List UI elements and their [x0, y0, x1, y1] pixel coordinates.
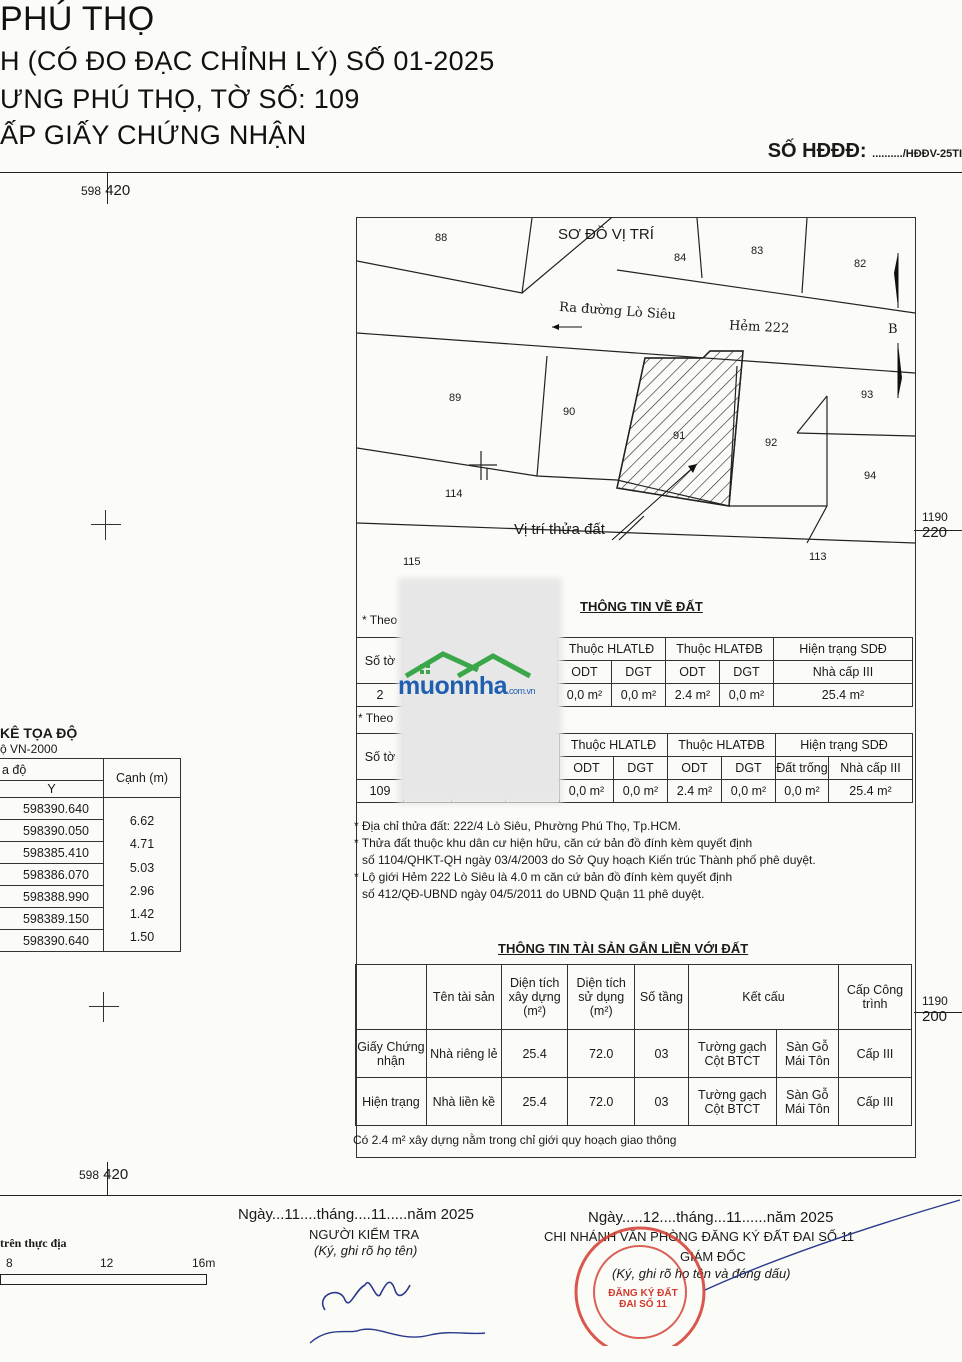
grid-cross-mark [91, 510, 121, 540]
edge-length: 5.03 [129, 860, 155, 875]
coords-title: KÊ TỌA ĐỘ [0, 725, 78, 741]
col-hlatdb: Thuộc HLATĐB [666, 638, 774, 661]
col-dgt: DGT [612, 661, 666, 684]
map-svg [357, 218, 915, 588]
office-name: CHI NHÁNH VĂN PHÒNG ĐĂNG KÝ ĐẤT ĐAI SỐ 11 [544, 1229, 855, 1244]
table-row: 598390.640 [0, 930, 181, 952]
edge-length: 1.42 [129, 907, 155, 922]
note-line: số 412/QĐ-UBND ngày 04/5/2011 do UBND Quận 11 phê duyệt. [362, 887, 705, 901]
col-use-area: Diện tích sử dụng (m²) [568, 965, 635, 1030]
col-asset-name: Tên tài sản [426, 965, 501, 1030]
col-grade: Cấp Công trình [839, 965, 912, 1030]
col-so-to: Số tờ [357, 638, 404, 684]
hddd-value: ........../HĐĐV-25TI [872, 148, 962, 160]
table-row: Hiện trạng Nhà liền kề 25.4 72.0 03 Tường gạch Cột BTCT Sàn Gỗ Mái Tôn Cấp III [356, 1078, 912, 1126]
checker-signature [300, 1255, 500, 1346]
target-parcel-91 [617, 351, 743, 506]
official-seal [570, 1222, 710, 1362]
parcel-number: 83 [751, 245, 764, 257]
seal-icon [570, 1222, 710, 1346]
table-row: 598388.990 [0, 886, 181, 908]
col-edge: Cạnh (m) [104, 759, 181, 798]
director-title: GIÁM ĐỐC [680, 1249, 746, 1264]
grid-cross-mark [89, 992, 119, 1022]
note-line: * Lộ giới Hẻm 222 Lò Siêu là 4.0 m căn cứ bản đồ đính kèm quyết định [354, 870, 733, 884]
parcel-number: 89 [449, 392, 462, 404]
map-title: SƠ ĐỒ VỊ TRÍ [558, 226, 654, 243]
col-build-area: Diện tích xây dựng (m²) [501, 965, 568, 1030]
grid-label-bottom: 598 420 [79, 1166, 129, 1183]
table-row: 598385.410 [0, 842, 181, 864]
table-row: 2 0,0 m² 0,0 m² 2.4 m² 0,0 m² 25.4 m² [357, 684, 913, 707]
assets-note: Có 2.4 m² xây dựng nằm trong chỉ giới quy hoạch giao thông [353, 1133, 677, 1147]
parcel-number: 90 [563, 406, 576, 418]
note-line: * Địa chỉ thửa đất: 222/4 Lò Siêu, Phường Phú Thọ, Tp.HCM. [354, 819, 682, 833]
scale-tick: 16m [192, 1256, 216, 1270]
grid-label-right-bottom: 1190 200 [922, 994, 948, 1025]
table-row: 109 0,0 m² 0,0 m² 2.4 m² 0,0 m² 0,0 m² 25.4 m² [357, 780, 913, 803]
checker-sub: (Ký, ghi rõ họ tên) [314, 1243, 418, 1258]
parcel-number: 114 [445, 488, 463, 500]
col-so-to: Số tờ [357, 734, 404, 780]
edge-length: 6.62 [129, 814, 155, 828]
edge-length: 2.96 [129, 883, 155, 898]
theo-label-2: * Theo [358, 711, 394, 725]
col-y: Y [0, 781, 104, 798]
edge-length: 1.50 [129, 930, 155, 945]
scale-tick: 8 [6, 1256, 13, 1270]
hddd-label: SỐ HĐĐĐ: [767, 140, 867, 162]
location-map [356, 217, 916, 588]
coords-group-header: a độ [0, 759, 104, 781]
parcel-number: 92 [765, 437, 778, 449]
director-signature [700, 1195, 962, 1295]
director-sub: (Ký, ghi rõ họ tên và đóng dấu) [612, 1266, 791, 1281]
parcel-number: 88 [435, 232, 448, 244]
table-row: Giấy Chứng nhận Nhà riêng lẻ 25.4 72.0 03 Tường gạch Cột BTCT Sàn Gỗ Mái Tôn Cấp III [356, 1030, 912, 1078]
parcel-number: 115 [403, 556, 421, 568]
table-row: 598386.070 [0, 864, 181, 886]
col-dgt: DGT [720, 661, 774, 684]
col-hien-trang: Hiện trạng SDĐ [774, 638, 913, 661]
col-nha-cap: Nhà cấp III [829, 757, 913, 780]
parcel-position-label: Vị trí thửa đất [514, 521, 605, 538]
alley-label: Hẻm 222 [728, 318, 790, 337]
coords-system: ộ VN-2000 [0, 742, 58, 756]
grid-label-right-top: 1190 220 [922, 510, 948, 541]
assets-title: THÔNG TIN TÀI SẢN GẮN LIỀN VỚI ĐẤT [498, 941, 749, 956]
parcel-number: 91 [673, 430, 686, 442]
col-structure: Kết cấu [688, 965, 838, 1030]
north-label: B [888, 322, 898, 337]
scale-label: trên thực địa [0, 1236, 67, 1250]
edge-length: 4.71 [129, 837, 155, 852]
approve-date: Ngày.....12....tháng...11......năm 2025 [588, 1209, 834, 1226]
header-line-4: ẤP GIẤY CHỨNG NHẬN [0, 120, 307, 150]
col-hlatld: Thuộc HLATLĐ [558, 638, 666, 661]
scale-bar [0, 1274, 207, 1285]
col-hlatdb: Thuộc HLATĐB [668, 734, 776, 757]
land-notes [354, 818, 914, 903]
parcel-number: 113 [809, 551, 827, 563]
grid-label-top: 598 420 [81, 182, 131, 199]
watermark-logo [398, 650, 568, 700]
edge-cell [104, 798, 181, 952]
note-line: * Thửa đất thuộc khu dân cư hiện hữu, căn cứ bản đồ đính kèm quyết định [354, 836, 753, 850]
col-odt: ODT [668, 757, 722, 780]
col-odt: ODT [558, 661, 612, 684]
col-nha-cap: Nhà cấp III [774, 661, 913, 684]
header-title: PHÚ THỌ [0, 0, 155, 38]
checker-title: NGƯỜI KIỂM TRA [309, 1227, 420, 1242]
col-dgt: DGT [722, 757, 776, 780]
header-line-2: H (CÓ ĐO ĐẠC CHỈNH LÝ) SỐ 01-2025 [0, 46, 495, 76]
coords-table [0, 758, 181, 952]
theo-label-1: * Theo [362, 613, 398, 627]
parcel-number: 94 [864, 470, 877, 482]
col-hlatld: Thuộc HLATLĐ [560, 734, 668, 757]
table-row: 598390.640 6.62 4.71 5.03 2.96 1.42 1.50 [0, 798, 181, 820]
seal-text: ĐĂNG KÝ ĐẤT ĐAI SỐ 11 [608, 1288, 678, 1310]
col-odt: ODT [560, 757, 614, 780]
parcel-number: 82 [854, 258, 867, 270]
watermark-brand: muonnha.com.vn [398, 672, 536, 700]
road-label: Ra đường Lò Siêu [558, 299, 677, 324]
col-odt: ODT [666, 661, 720, 684]
col-hien-trang: Hiện trạng SDĐ [776, 734, 913, 757]
col-floors: Số tầng [635, 965, 689, 1030]
table-row: 598390.050 [0, 820, 181, 842]
frame-top-line [0, 172, 962, 173]
assets-table [355, 964, 912, 1126]
parcel-number: 93 [861, 389, 874, 401]
land-info-title: THÔNG TIN VỀ ĐẤT [580, 599, 703, 614]
table-row: 598389.150 [0, 908, 181, 930]
col-dgt: DGT [614, 757, 668, 780]
hddd-number [768, 140, 962, 163]
col-dat-trong: Đất trống [776, 757, 829, 780]
header-line-3: ƯNG PHÚ THỌ, TỜ SỐ: 109 [0, 84, 360, 114]
parcel-number: 84 [674, 252, 687, 264]
check-date: Ngày...11....tháng....11.....năm 2025 [238, 1206, 474, 1223]
scale-tick: 12 [100, 1256, 114, 1270]
note-line: số 1104/QHKT-QH ngày 03/4/2003 do Sở Quy hoạch Kiến trúc Thành phố phê duyệt. [362, 853, 816, 867]
